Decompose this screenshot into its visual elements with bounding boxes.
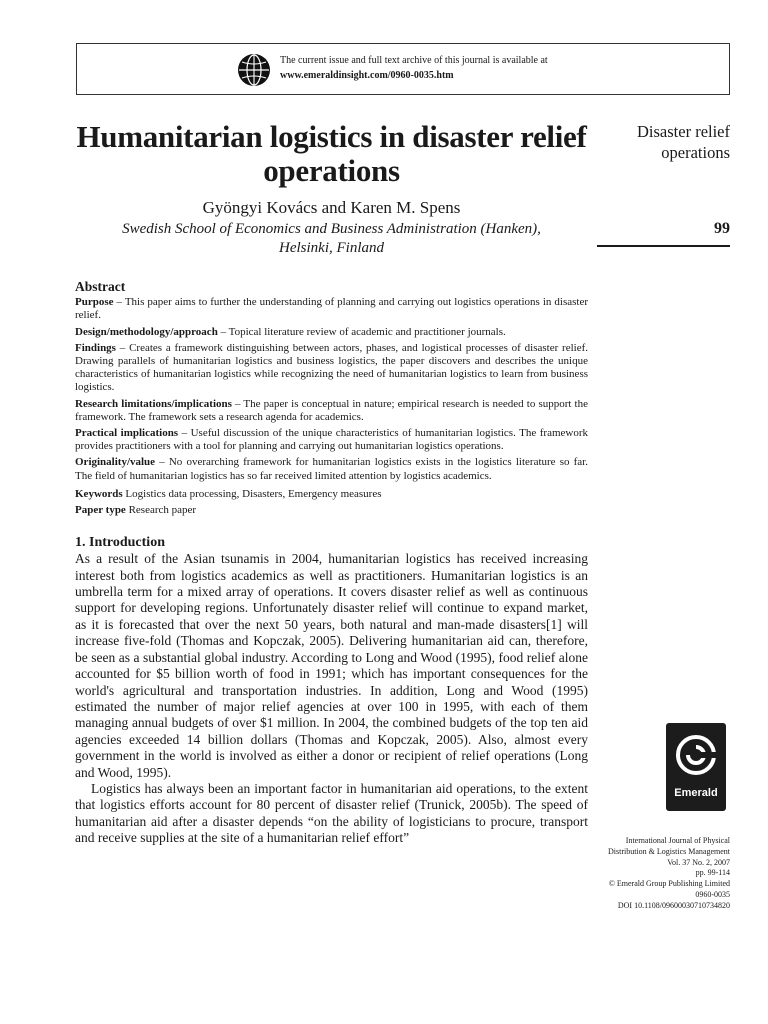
abstract-text: – Creates a framework distinguishing between actors, phases, and logistical processes of disaster relief. Drawing parallels of humanitarian logistics and business logistics, the paper discovers and describes the unique characteristics of humanitarian logistics while recognizing the need of humanitarian logistics to learn from business logistics. [75,341,588,394]
journal-url-link[interactable]: www.emeraldinsight.com/0960-0035.htm [280,70,454,81]
banner-text [280,53,548,83]
abstract-item-originality [75,456,588,482]
journal-meta-line: © Emerald Group Publishing Limited [608,879,730,889]
paper-type-text: Research paper [125,504,197,517]
journal-meta-line: International Journal of Physical [625,836,730,845]
keywords-text: Logistics data processing, Disasters, Emergency measures [122,487,382,500]
article-main [75,120,588,847]
abstract-label: Research limitations/implications [75,397,232,410]
paper-type [75,504,588,517]
paper-authors: Gyöngyi Kovács and Karen M. Spens [202,198,461,217]
body-paragraph: Logistics has always been an important factor in humanitarian aid operations, to the extent that logistics efforts account for 80 percent of disaster relief (Trunick, 2005b). The speed of humanitarian aid after a disaster depends “on the ability of logisticians to procure, transport and receive supplies at the site of a humanitarian relief effort” [75,780,588,846]
paper-type-label: Paper type [75,504,126,517]
section-heading: 1. Introduction [75,535,165,551]
journal-meta-line: DOI 10.1108/09600030710734820 [617,900,730,910]
emerald-logo [666,723,726,811]
affiliation-line: Swedish School of Economics and Business Administration (Hanken), [122,221,541,237]
abstract-label: Originality/value [75,456,156,469]
abstract-label: Purpose [75,296,114,309]
abstract-item-purpose [75,296,588,322]
journal-citation [530,836,730,912]
running-title-line: operations [661,143,730,162]
journal-meta-line: 0960-0035 [695,889,730,899]
abstract-label: Findings [75,341,116,354]
globe-icon [237,53,271,87]
journal-meta-line: Vol. 37 No. 2, 2007 [667,857,730,867]
abstract-item-design [75,326,588,339]
abstract-text: – Topical literature review of academic and practitioner journals. [217,325,506,338]
page-number: 99 [714,220,730,237]
abstract-heading: Abstract [75,279,126,294]
keywords-label: Keywords [75,487,123,500]
abstract-item-limitations [75,398,588,424]
running-title [637,121,730,163]
banner-line: The current issue and full text archive of this journal is available at [280,55,548,66]
abstract-text: – This paper aims to further the understanding of planning and carrying out logistics operations in disaster relief. [75,296,588,322]
journal-meta-line: pp. 99-114 [695,868,730,878]
keywords [75,488,588,501]
abstract-text: – Useful discussion of the unique characteristics of humanitarian logistics. The framework provides practitioners with a tool for planning and carrying out humanitarian logistics operations. [75,427,588,453]
body-paragraph: As a result of the Asian tsunamis in 2004, humanitarian logistics has received increasing interest both from logistics academics as well as practitioners. Humanitarian logistics is an umbrella term for a mixed array of operations. It covers disaster relief as well as continuous support for developing regions. Unfortunately disaster relief will continue to expand market, as it is forecasted that over the next 50 years, both natural and man-made disasters[1] will increase five-fold (Thomas and Kopczak, 2005). Delivering humanitarian aid can, therefore, be seen as a substantial global industry. According to Long and Wood (1995), food relief alone accounted for $5 billion worth of food in 1991; which has important consequences for the world's agricultural and transportation industries. In addition, Long and Wood (1995) estimated the number of major relief agencies at over 100 in 1995, with each of them managing annual budgets of over $1 million. In 2004, the combined budgets of the top ten aid agencies exceeded 14 billion dollars (Thomas and Kopczak, 2005). Also, almost every government in the world is involved as either a donor or recipient of relief operations (Long and Wood, 1995). [75,551,588,780]
abstract-item-findings [75,342,588,395]
abstract-label: Design/methodology/approach [75,325,218,338]
introduction-body [75,551,588,846]
running-title-line: Disaster relief [637,122,730,141]
side-divider [597,245,730,247]
emerald-e-icon [674,733,718,777]
paper-title: Humanitarian logistics in disaster relief operations [76,119,587,188]
abstract [75,280,588,517]
abstract-item-practical [75,427,588,453]
journal-meta-line: Distribution & Logistics Management [608,846,730,856]
abstract-label: Practical implications [75,427,179,440]
journal-availability-banner [76,43,730,95]
abstract-text: – The paper is conceptual in nature; empirical research is needed to support the framework. The framework sets a research agenda for academics. [75,397,588,423]
paper-affiliation [75,220,588,258]
logo-wordmark: Emerald [674,787,718,799]
abstract-text: – No overarching framework for humanitarian logistics exists in the logistics literature so far. The field of humanitarian logistics has so far received limited attention by logistics academics. [75,456,588,482]
affiliation-line: Helsinki, Finland [279,240,384,256]
